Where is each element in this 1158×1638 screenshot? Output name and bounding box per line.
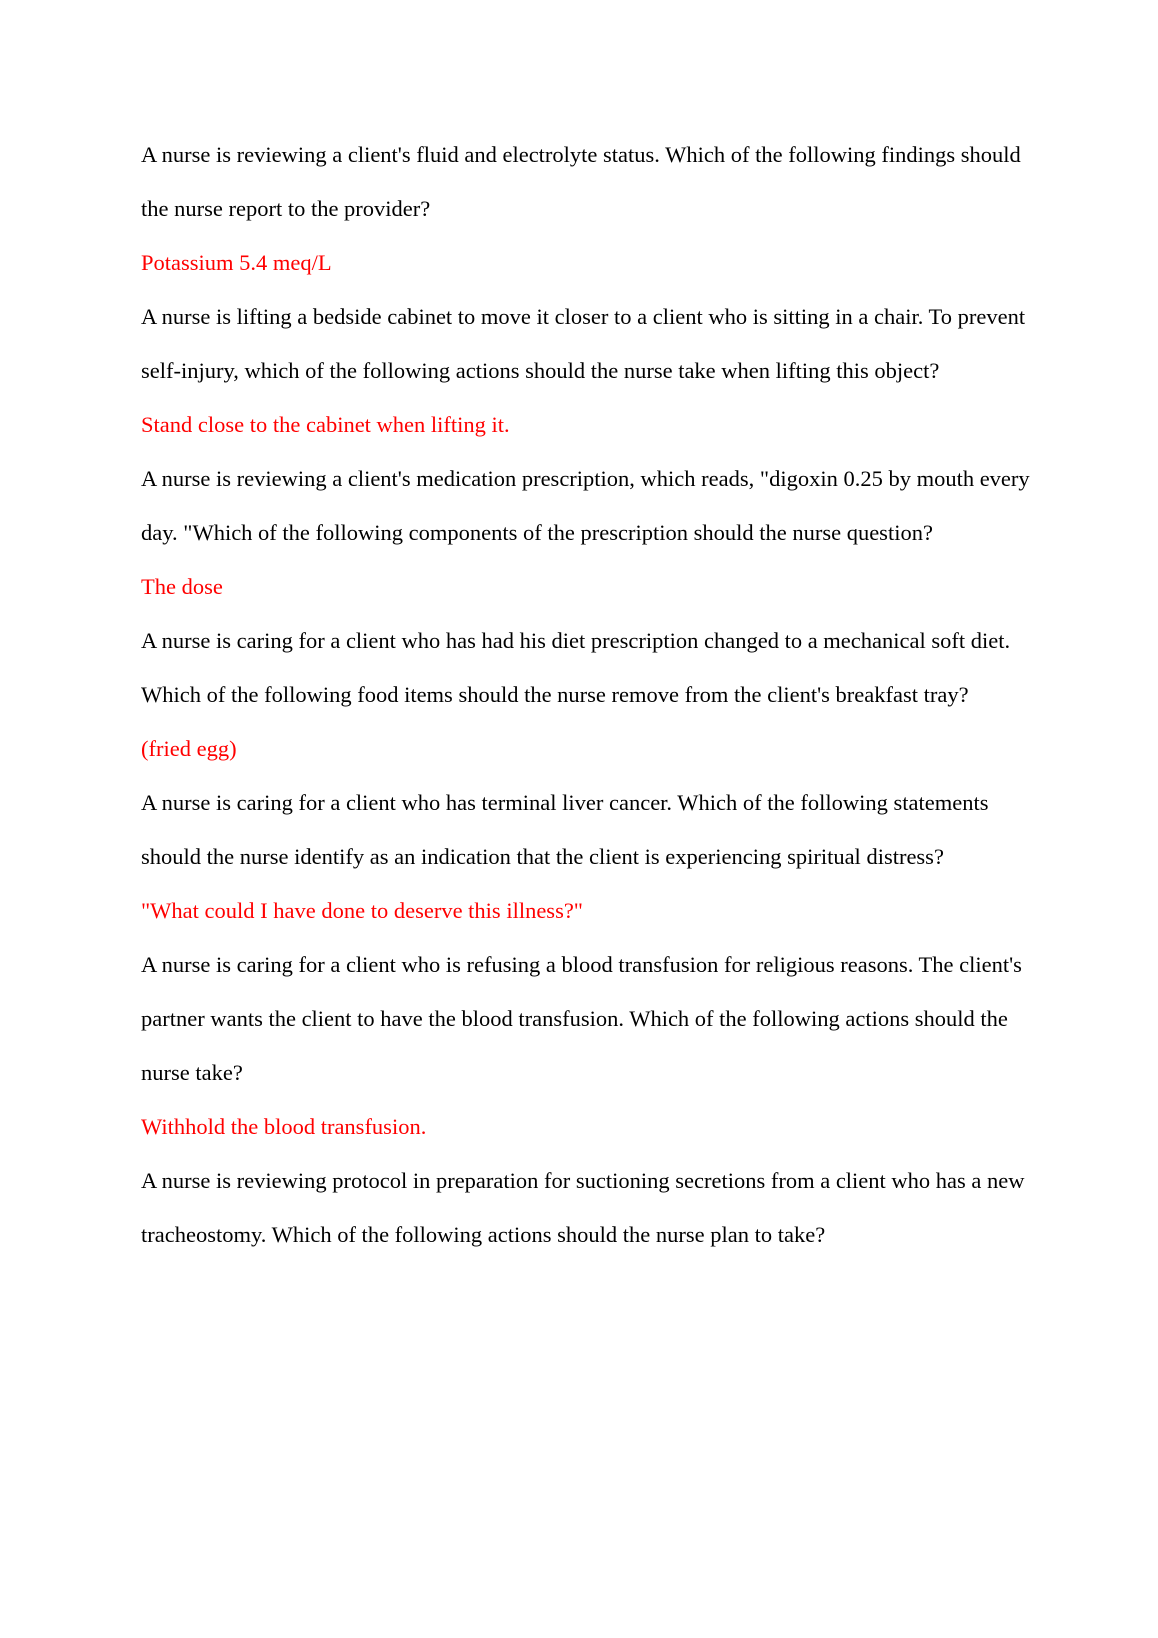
document-page [141,128,1041,1262]
question-7-text: A nurse is reviewing protocol in preparation for suctioning secretions from a client who has a new tracheostomy. Which of the following actions should the nurse plan to take? [141,1168,1025,1247]
answer-5-text: "What could I have done to deserve this illness?" [141,898,583,923]
question-6-text: A nurse is caring for a client who is refusing a blood transfusion for religious reasons. The client's partner wants the client to have the blood transfusion. Which of the following actions should the nurse take? [141,952,1022,1085]
question-4-text: A nurse is caring for a client who has had his diet prescription changed to a mechanical soft diet. Which of the following food items should the nurse remove from the client's breakfast tray? [141,628,1011,707]
answer-2-text: Stand close to the cabinet when lifting it. [141,412,510,437]
answer-1-text: Potassium 5.4 meq/L [141,250,332,275]
question-2-text: A nurse is lifting a bedside cabinet to move it closer to a client who is sitting in a chair. To prevent self-injury, which of the following actions should the nurse take when lifting this object? [141,304,1026,383]
question-5-text: A nurse is caring for a client who has terminal liver cancer. Which of the following statements should the nurse identify as an indication that the client is experiencing spiritual distress? [141,790,989,869]
answer-3-text: The dose [141,574,223,599]
answer-4-text: (fried egg) [141,736,237,761]
answer-6-text: Withhold the blood transfusion. [141,1114,427,1139]
question-3-text: A nurse is reviewing a client's medication prescription, which reads, "digoxin 0.25 by mouth every day. "Which of the following components of the prescription should the nurse question? [141,466,1030,545]
question-1-text: A nurse is reviewing a client's fluid and electrolyte status. Which of the following findings should the nurse report to the provider? [141,142,1021,221]
